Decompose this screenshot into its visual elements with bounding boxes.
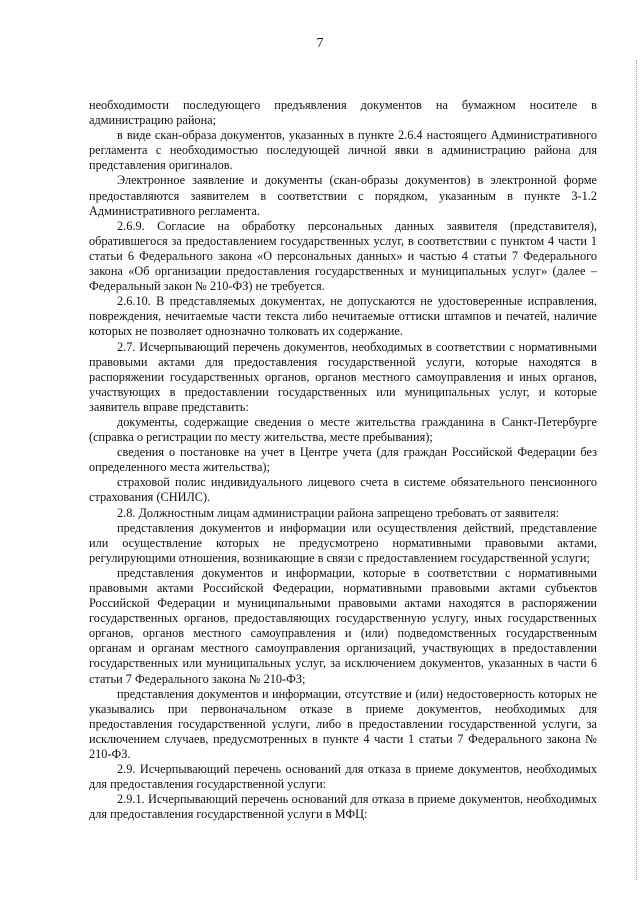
paragraph-7: документы, содержащие сведения о месте жительства гражданина в Санкт-Петербурге (справка о регистрации по месту жительства, месте пребывания); <box>89 414 597 445</box>
paragraph-14: 2.9. Исчерпывающий перечень оснований для отказа в приеме документов, необходимых для предоставления государственной услуги: <box>89 762 597 792</box>
paragraph-6: 2.7. Исчерпывающий перечень документов, необходимых в соответствии с нормативными правовыми актами для предоставления государственной услуги, которые находятся в распоряжении государственных органов, органов местного самоуправления и иных органов, участвующих в предоставлении государственных или муниципальных услуг, и которые заявитель вправе представить: <box>89 339 597 414</box>
paragraph-15: 2.9.1. Исчерпывающий перечень оснований для отказа в приеме документов, необходимых для предоставления государственной услуги в МФЦ: <box>89 792 597 822</box>
paragraph-1: необходимости последующего предъявления документов на бумажном носителе в администрацию района; <box>89 98 597 128</box>
paragraph-12: представления документов и информации, которые в соответствии с нормативными правовыми актами Российской Федерации, нормативными правовыми актами субъектов Российской Федерации и муниципальными правовыми актами находятся в распоряжении государственных органов, предоставляющих государственную услугу, иных государственных органов, органов местного самоуправления и (или) подведомственных государственным органам и органам местного самоуправления организаций, участвующих в предоставлении государственных или муниципальных услуг, за исключением документов, указанных в части 6 статьи 7 Федерального закона № 210-ФЗ; <box>89 565 597 686</box>
paragraph-9: страховой полис индивидуального лицевого счета в системе обязательного пенсионного страхования (СНИЛС). <box>89 475 597 505</box>
paragraph-8: сведения о постановке на учет в Центре учета (для граждан Российской Федерации без определенного места жительства); <box>89 445 597 475</box>
paragraph-11: представления документов и информации или осуществления действий, представление или осуществление которых не предусмотрено нормативными правовыми актами, регулирующими отношения, возникающие в связи с предоставлением государственной услуги; <box>89 520 597 565</box>
paragraph-5: 2.6.10. В представляемых документах, не допускаются не удостоверенные исправления, повреждения, нечитаемые части текста либо нечитаемые оттиски штампов и печатей, наличие которых не позволяет однозначно толковать их содержание. <box>89 294 597 339</box>
paragraph-4: 2.6.9. Согласие на обработку персональных данных заявителя (представителя), обратившегося за предоставлением государственных услуг, в соответствии с пунктом 4 части 1 статьи 6 Федерального закона «О персональных данных» и частью 4 статьи 7 Федерального закона «Об организации предоставления государственных и муниципальных услуг» (далее – Федеральный закон № 210-ФЗ) не требуется. <box>89 218 597 294</box>
paragraph-10: 2.8. Должностным лицам администрации района запрещено требовать от заявителя: <box>117 505 560 520</box>
paragraph-3: Электронное заявление и документы (скан-образы документов) в электронной форме предоставляются заявителем в соответствии с порядком, указанным в пункте 3-1.2 Административного регламента. <box>89 173 597 218</box>
page-number: 7 <box>316 36 324 51</box>
document-body <box>89 98 597 823</box>
scan-edge-divider <box>635 60 637 880</box>
paragraph-2: в виде скан-образа документов, указанных в пункте 2.6.4 настоящего Административного регламента с необходимостью последующей личной явки в администрацию района для представления оригиналов. <box>89 128 597 173</box>
paragraph-13: представления документов и информации, отсутствие и (или) недостоверность которых не указывались при первоначальном отказе в приеме документов, необходимых для предоставления государственной услуги, либо в предоставлении государственной услуги, за исключением случаев, предусмотренных в пункте 4 части 1 статьи 7 Федерального закона № 210-ФЗ. <box>89 686 597 762</box>
